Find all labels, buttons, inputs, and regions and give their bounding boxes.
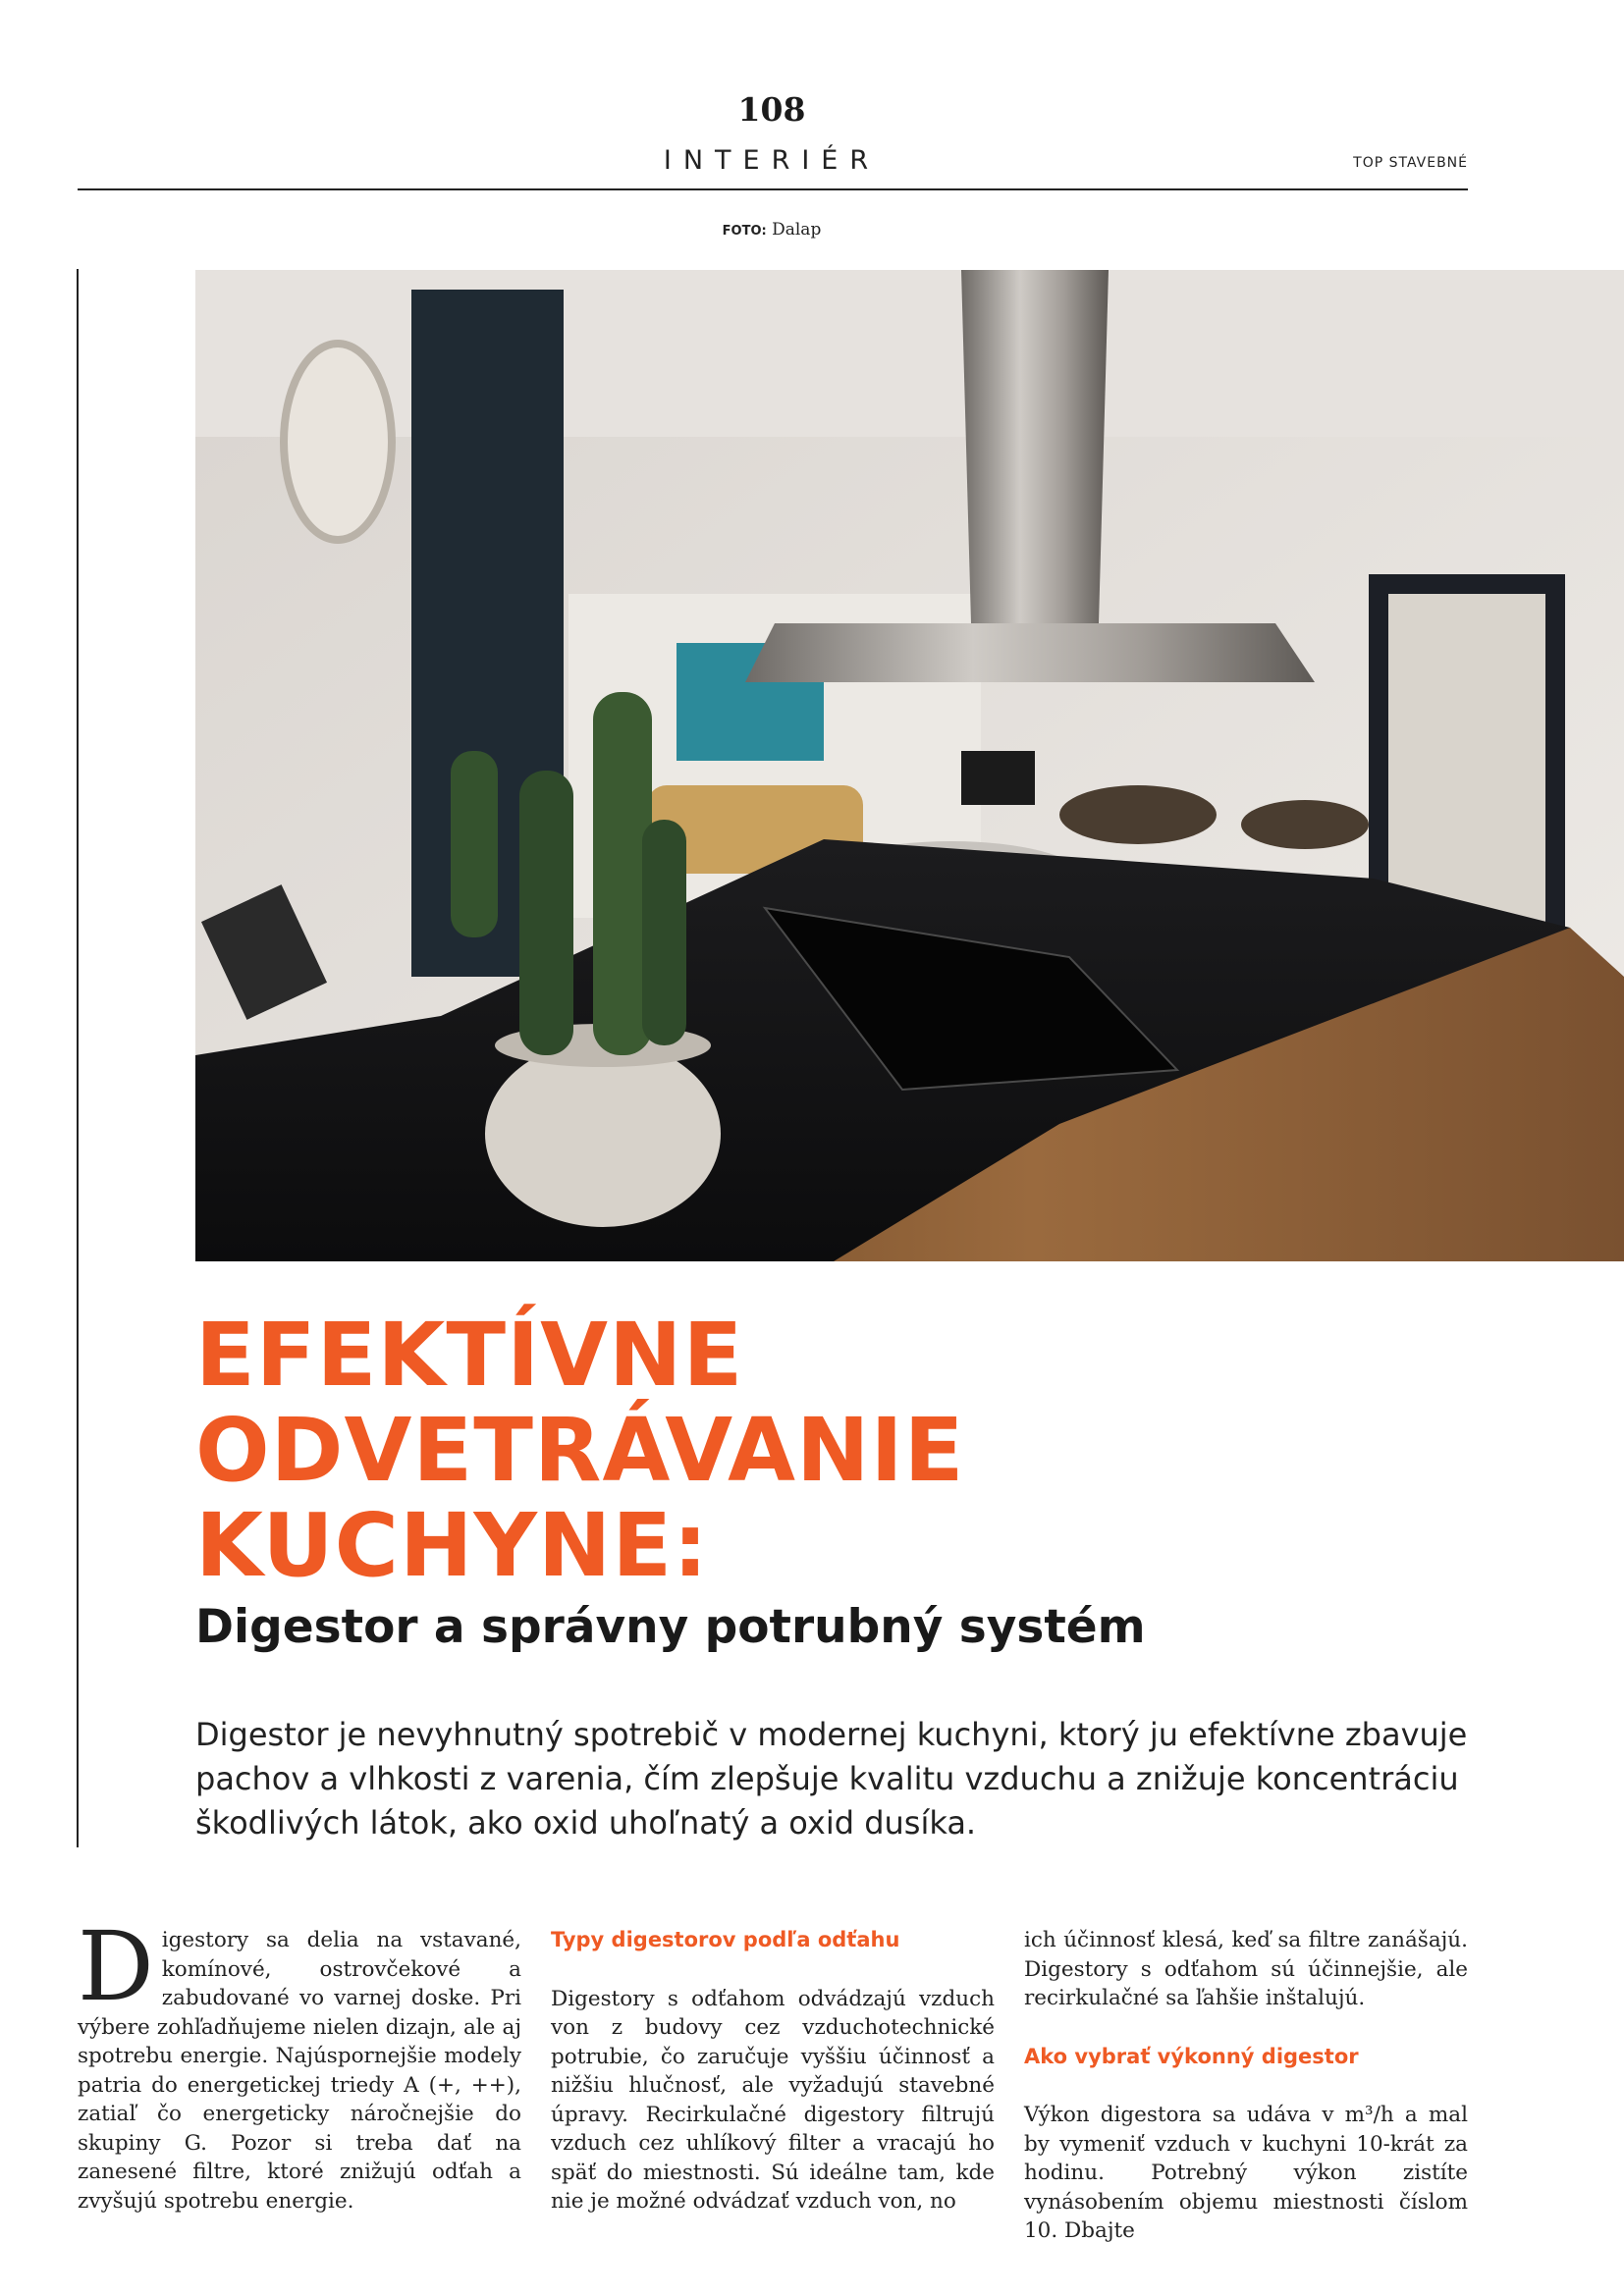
section-title: INTERIÉR xyxy=(663,145,881,176)
column-3 xyxy=(1024,1926,1468,2246)
drop-cap: D xyxy=(78,1911,154,2022)
column-1 xyxy=(78,1911,521,2216)
article-title xyxy=(195,1304,965,1596)
title-line-3: KUCHYNE: xyxy=(195,1494,709,1596)
column-2 xyxy=(551,1926,995,2216)
column-2-heading: Typy digestorov podľa odťahu xyxy=(551,1928,900,1951)
header-rule xyxy=(78,188,1468,190)
kitchen-photo xyxy=(195,270,1624,1261)
column-3-text-bottom: Výkon digestora sa udáva v m³/h a mal by vymeniť vzduch v kuchyni 10-krát za hodinu. Potrebný výkon zistíte vynásobením objemu miestnosti číslom 10. Dbajte xyxy=(1024,2103,1468,2243)
title-line-1: EFEKTÍVNE xyxy=(195,1304,744,1406)
article-lead: Digestor je nevyhnutný spotrebič v modernej kuchyni, ktorý ju efektívne zbavuje pachov a vlhkosti z varenia, čím zlepšuje kvalitu vzduchu a znižuje koncentráciu škodlivých látok, ako oxid uhoľnatý a oxid dusíka. xyxy=(195,1716,1468,1842)
magazine-brand: TOP STAVEBNÉ xyxy=(1353,155,1468,171)
article-subtitle: Digestor a správny potrubný systém xyxy=(195,1600,1146,1654)
kitchen-illustration xyxy=(195,270,1624,1261)
column-3-text-top: ich účinnosť klesá, keď sa filtre zanášajú. Digestory s odťahom sú účinnejšie, ale recirkulačné sa ľahšie inštalujú. xyxy=(1024,1928,1468,2010)
column-2-text: Digestory s odťahom odvádzajú vzduch von z budovy cez vzduchotechnické potrubie, čo zaručuje vyššiu účinnosť a nižšiu hlučnosť, ale vyžadujú stavebné úpravy. Recirkulačné digestory filtrujú vzduch cez uhlíkový filter a vracajú ho späť do miestnosti. Sú ideálne tam, kde nie je možné odvádzať vzduch von, no xyxy=(551,1986,995,2214)
photo-credit xyxy=(0,220,1543,240)
column-3-heading: Ako vybrať výkonný digestor xyxy=(1024,2044,1359,2068)
column-1-text: igestory sa delia na vstavané, komínové, ostrovčekové a zabudované vo varnej doske. Pri výbere zohľadňujeme nielen dizajn, ale aj spotrebu energie. Najúspornejšie modely patria do energetickej triedy A (+, ++), zatiaľ čo energeticky náročnejšie do skupiny G. Pozor si treba dať na zanesené filtre, ktoré znižujú odťah a zvyšujú spotrebu energie. xyxy=(78,1928,521,2214)
photo-credit-label: FOTO: xyxy=(722,224,767,239)
margin-rule xyxy=(77,269,79,1847)
photo-credit-source: Dalap xyxy=(772,220,822,240)
page-number: 108 xyxy=(737,90,806,129)
title-line-2: ODVETRÁVANIE xyxy=(195,1399,965,1501)
